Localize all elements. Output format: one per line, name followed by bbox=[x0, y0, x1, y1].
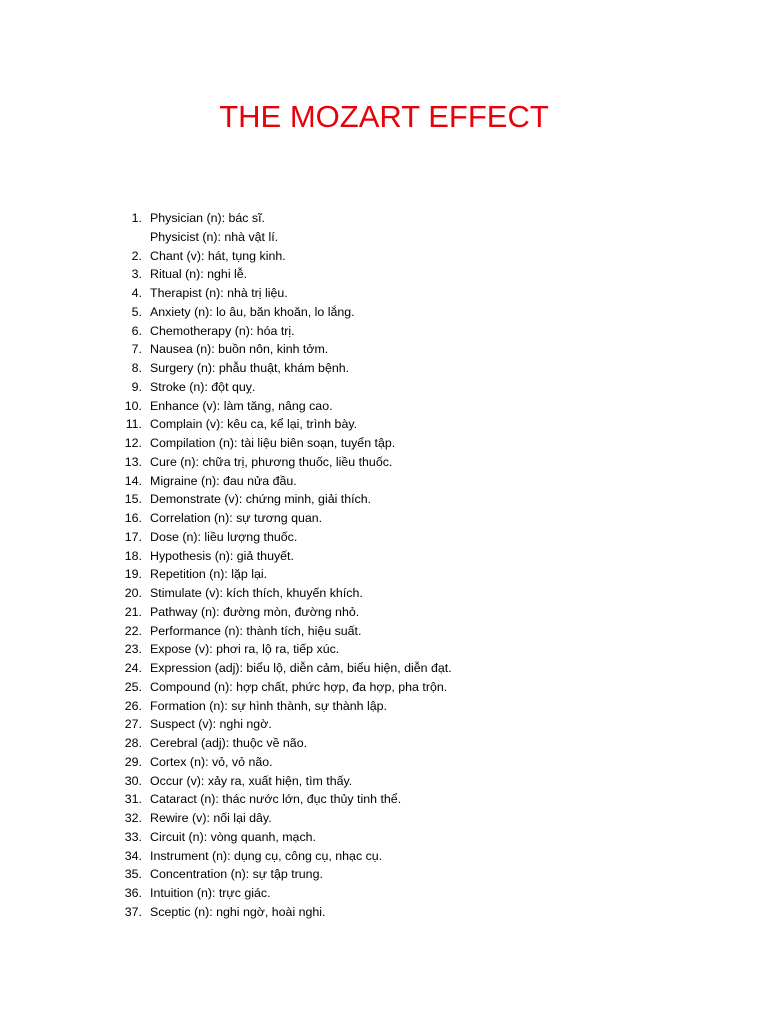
list-item-number: 15. bbox=[124, 492, 142, 507]
list-item-number: 24. bbox=[124, 661, 142, 675]
list-item-text: Intuition (n): trực giác. bbox=[150, 886, 271, 900]
list-item-number: 7. bbox=[131, 342, 142, 357]
list-item bbox=[100, 397, 720, 416]
list-item-number: 32. bbox=[124, 811, 142, 825]
list-item-number: 19. bbox=[124, 567, 142, 582]
list-item-number: 6. bbox=[131, 323, 142, 338]
list-item bbox=[100, 734, 720, 753]
list-item-number: 20. bbox=[124, 586, 142, 600]
list-item-text: Performance (n): thành tích, hiệu suất. bbox=[150, 623, 362, 638]
list-item bbox=[100, 584, 720, 603]
list-item bbox=[100, 715, 720, 734]
list-item-number: 1. bbox=[131, 211, 142, 225]
list-item-number: 18. bbox=[124, 548, 142, 563]
list-item-text: Surgery (n): phẫu thuật, khám bệnh. bbox=[150, 361, 350, 375]
list-item-number: 2. bbox=[131, 248, 142, 263]
list-item-text: Correlation (n): sự tương quan. bbox=[150, 511, 323, 525]
document-title: THE MOZART EFFECT bbox=[219, 99, 549, 134]
list-item-number: 21. bbox=[124, 604, 142, 619]
list-item-number: 22. bbox=[124, 623, 142, 638]
list-item-number: 13. bbox=[124, 454, 142, 469]
list-item-number: 4. bbox=[131, 286, 142, 300]
list-item bbox=[100, 303, 720, 322]
list-item-number: 29. bbox=[124, 754, 142, 769]
list-item bbox=[100, 284, 720, 303]
list-item bbox=[100, 209, 720, 228]
list-item-number: 25. bbox=[124, 679, 142, 694]
list-item bbox=[100, 865, 720, 884]
list-item-text: Enhance (v): làm tăng, nâng cao. bbox=[150, 398, 333, 413]
list-item-number: 12. bbox=[124, 436, 142, 450]
list-item-number: 30. bbox=[124, 773, 142, 788]
list-item-text: Cure (n): chữa trị, phương thuốc, liều thuốc. bbox=[150, 454, 393, 469]
list-item-number: 33. bbox=[124, 829, 142, 844]
list-item-text: Occur (v): xảy ra, xuất hiện, tìm thấy. bbox=[150, 773, 353, 788]
list-item-text: Complain (v): kêu ca, kể lại, trình bày. bbox=[150, 417, 358, 432]
list-item bbox=[100, 809, 720, 828]
list-item-text: Cerebral (adj): thuộc về não. bbox=[150, 736, 308, 750]
list-item-text: Compound (n): hợp chất, phức hợp, đa hợp, pha trộn. bbox=[150, 679, 448, 694]
list-item bbox=[100, 565, 720, 584]
list-item bbox=[100, 603, 720, 622]
list-item bbox=[100, 247, 720, 266]
list-item-number: 34. bbox=[124, 848, 142, 863]
list-item bbox=[100, 490, 720, 509]
list-item-text: Cataract (n): thác nước lớn, đục thủy tinh thể. bbox=[150, 792, 402, 807]
list-item-number: 26. bbox=[124, 698, 142, 713]
list-item bbox=[100, 847, 720, 866]
list-item-text: Formation (n): sự hình thành, sự thành lập. bbox=[150, 698, 387, 713]
list-item-number: 5. bbox=[131, 304, 142, 319]
list-item bbox=[100, 472, 720, 491]
list-item bbox=[100, 772, 720, 791]
list-item bbox=[100, 622, 720, 641]
list-item-text: Concentration (n): sự tập trung. bbox=[150, 867, 323, 882]
list-item-number: 36. bbox=[124, 886, 142, 900]
list-item-text: Therapist (n): nhà trị liệu. bbox=[150, 286, 288, 300]
list-item-text: Ritual (n): nghi lễ. bbox=[150, 267, 248, 282]
list-item bbox=[100, 265, 720, 284]
list-item bbox=[100, 228, 720, 247]
list-item bbox=[100, 753, 720, 772]
list-item-number: 9. bbox=[131, 379, 142, 394]
list-item-number: 37. bbox=[124, 904, 142, 919]
list-item bbox=[100, 640, 720, 659]
list-item bbox=[100, 509, 720, 528]
list-item bbox=[100, 378, 720, 397]
list-item-text: Dose (n): liều lượng thuốc. bbox=[150, 529, 298, 544]
list-item-text: Anxiety (n): lo âu, băn khoăn, lo lắng. bbox=[150, 304, 355, 319]
list-item-number: 27. bbox=[124, 717, 142, 732]
list-item-text: Rewire (v): nối lại dây. bbox=[150, 811, 272, 825]
list-item-number: 17. bbox=[124, 529, 142, 544]
list-item-text: Suspect (v): nghi ngờ. bbox=[150, 717, 272, 732]
list-item bbox=[100, 790, 720, 809]
list-item-number: 28. bbox=[124, 736, 142, 750]
list-item-number: 8. bbox=[131, 361, 142, 375]
list-item-text: Instrument (n): dụng cụ, công cụ, nhạc cụ. bbox=[150, 848, 383, 863]
list-item bbox=[100, 528, 720, 547]
list-item-text: Stimulate (v): kích thích, khuyến khích. bbox=[150, 586, 363, 600]
list-item-number: 31. bbox=[124, 792, 142, 807]
list-item-number: 14. bbox=[124, 473, 142, 488]
list-item-text: Circuit (n): vòng quanh, mạch. bbox=[150, 829, 316, 844]
vocabulary-list bbox=[100, 209, 720, 922]
list-item bbox=[100, 828, 720, 847]
list-item-number: 35. bbox=[124, 867, 142, 882]
list-item bbox=[100, 340, 720, 359]
list-item-text: Expression (adj): biểu lộ, diễn cảm, biểu hiện, diễn đạt. bbox=[150, 661, 452, 675]
list-item-text: Hypothesis (n): giả thuyết. bbox=[150, 548, 294, 563]
list-item bbox=[100, 659, 720, 678]
list-item bbox=[100, 884, 720, 903]
list-item-text: Physician (n): bác sĩ. bbox=[150, 211, 266, 225]
list-item bbox=[100, 547, 720, 566]
list-item bbox=[100, 453, 720, 472]
list-item-number: 10. bbox=[124, 398, 142, 413]
list-item bbox=[100, 359, 720, 378]
list-item bbox=[100, 415, 720, 434]
list-item-text: Chant (v): hát, tụng kinh. bbox=[150, 248, 286, 263]
list-item-text: Pathway (n): đường mòn, đường nhỏ. bbox=[150, 604, 360, 619]
list-item-text: Physicist (n): nhà vật lí. bbox=[150, 229, 279, 244]
list-item bbox=[100, 903, 720, 922]
list-item-number: 23. bbox=[124, 642, 142, 657]
list-item-text: Chemotherapy (n): hóa trị. bbox=[150, 323, 295, 338]
list-item-text: Sceptic (n): nghi ngờ, hoài nghi. bbox=[150, 904, 326, 919]
list-item bbox=[100, 434, 720, 453]
list-item bbox=[100, 678, 720, 697]
list-item-text: Cortex (n): vỏ, vỏ não. bbox=[150, 754, 273, 769]
list-item-text: Repetition (n): lặp lại. bbox=[150, 567, 268, 582]
list-item bbox=[100, 322, 720, 341]
list-item-text: Demonstrate (v): chứng minh, giải thích. bbox=[150, 492, 372, 507]
list-item-text: Compilation (n): tài liệu biên soạn, tuyển tập. bbox=[150, 436, 396, 450]
list-item-text: Migraine (n): đau nửa đầu. bbox=[150, 473, 297, 488]
list-item-number: 3. bbox=[131, 267, 142, 282]
list-item-text: Stroke (n): đột quỵ. bbox=[150, 379, 256, 394]
list-item-number bbox=[100, 228, 150, 247]
list-item bbox=[100, 697, 720, 716]
list-item-number: 16. bbox=[124, 511, 142, 525]
list-item-text: Nausea (n): buồn nôn, kinh tởm. bbox=[150, 342, 329, 357]
list-item-text: Expose (v): phơi ra, lộ ra, tiếp xúc. bbox=[150, 642, 340, 657]
list-item-number: 11. bbox=[125, 417, 142, 432]
